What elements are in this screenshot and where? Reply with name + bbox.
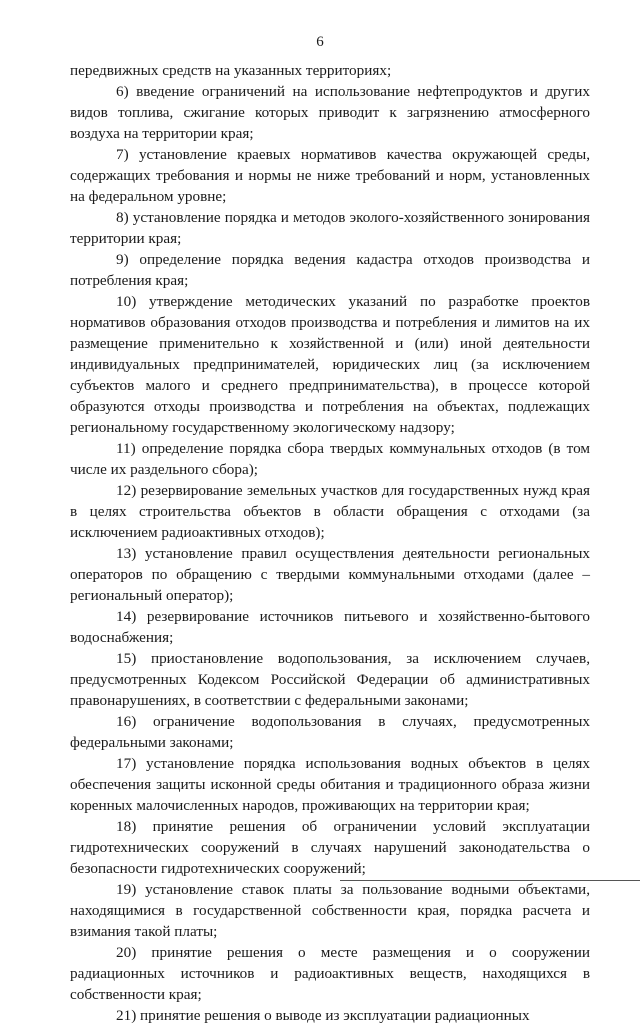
list-item-10: 10) утверждение методических указаний по разработке проектов нормативов образования отходов производства и потребления и лимитов на их размещение применительно к хозяйственной и (или) иной деятельности индивидуальных предпринимателей, юридических лиц (за исключением субъектов малого и среднего предпринимательства), в процессе которой образуются отходы производства и потребления на объектах, подлежащих региональному государственному экологическому надзору; [70,293,590,436]
list-item-13: 13) установление правил осуществления деятельности региональных операторов по обращению с твердыми коммунальными отходами (далее – региональный оператор); [70,545,590,604]
paragraph-continuation: передвижных средств на указанных территориях; [70,62,392,79]
list-item-6: 6) введение ограничений на использование нефтепродуктов и других видов топлива, сжигание которых приводит к загрязнению атмосферного воздуха на территории края; [70,83,590,142]
list-item-18: 18) принятие решения об ограничении условий эксплуатации гидротехнических сооружений в случаях нарушений законодательства о безопасности гидротехнических сооружений; [70,818,590,877]
document-body [70,60,590,1026]
list-item-20: 20) принятие решения о месте размещения и о сооружении радиационных источников и радиоактивных веществ, находящихся в собственности края; [70,944,590,1003]
list-item-15: 15) приостановление водопользования, за исключением случаев, предусмотренных Кодексом Российской Федерации об административных правонарушениях, в соответствии с федеральными законами; [70,650,590,709]
list-item-12: 12) резервирование земельных участков для государственных нужд края в целях строительства объектов в области обращения с отходами (за исключением радиоактивных отходов); [70,482,590,541]
list-item-11: 11) определение порядка сбора твердых коммунальных отходов (в том числе их раздельного сбора); [70,440,590,478]
list-item-17: 17) установление порядка использования водных объектов в целях обеспечения защиты исконной среды обитания и традиционного образа жизни коренных малочисленных народов, проживающих на территории края; [70,755,590,814]
list-item-14: 14) резервирование источников питьевого и хозяйственно-бытового водоснабжения; [70,608,590,646]
list-item-16: 16) ограничение водопользования в случаях, предусмотренных федеральными законами; [70,713,590,751]
list-item-8: 8) установление порядка и методов эколого-хозяйственного зонирования территории края; [70,209,590,247]
list-item-19: 19) установление ставок платы за пользование водными объектами, находящимися в государственной собственности края, порядка расчета и взимания такой платы; [70,881,590,940]
list-item-21: 21) принятие решения о выводе из эксплуатации радиационных [116,1007,530,1024]
scan-edge-line [340,880,640,881]
list-item-7: 7) установление краевых нормативов качества окружающей среды, содержащих требования и нормы не ниже требований и норм, установленных на федеральном уровне; [70,146,590,205]
page-number: 6 [316,34,324,50]
list-item-9: 9) определение порядка ведения кадастра отходов производства и потребления края; [70,251,590,289]
